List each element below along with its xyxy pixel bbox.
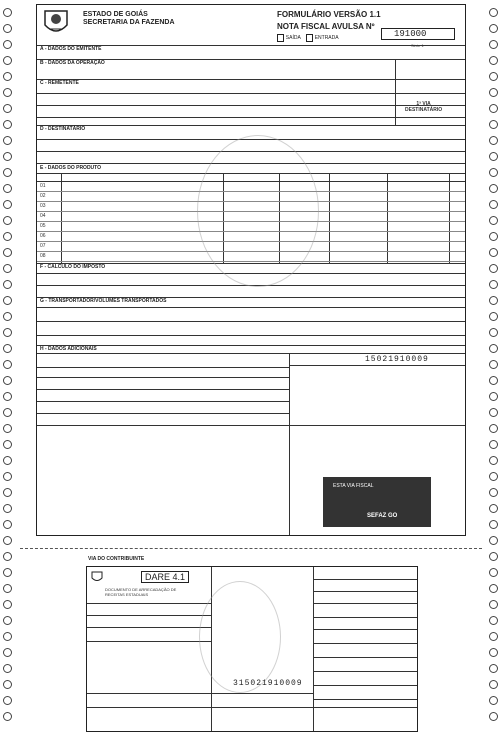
perforation-hole-icon [3, 552, 12, 561]
perforation-hole-icon [3, 600, 12, 609]
divider [37, 389, 289, 390]
perforation-hole-icon [489, 216, 498, 225]
perforation-hole-icon [489, 520, 498, 529]
saida-checkbox[interactable] [277, 34, 284, 42]
divider [37, 377, 289, 378]
perforation-hole-icon [489, 600, 498, 609]
perforation-hole-icon [3, 216, 12, 225]
via-label [405, 101, 442, 113]
dare-slip [86, 566, 418, 732]
perforation-hole-icon [489, 328, 498, 337]
perforation-hole-icon [489, 280, 498, 289]
perforation-hole-icon [489, 136, 498, 145]
row-code: 08 [40, 253, 46, 259]
perforation-hole-icon [3, 328, 12, 337]
divider [313, 579, 417, 580]
perforation-hole-icon [489, 424, 498, 433]
perforation-hole-icon [3, 680, 12, 689]
perforation-hole-icon [489, 376, 498, 385]
divider [449, 173, 450, 263]
perforation-hole-icon [3, 72, 12, 81]
perforation-hole-icon [489, 680, 498, 689]
perforation-hole-icon [489, 664, 498, 673]
saida-label: SAÍDA [285, 35, 301, 41]
invoice-title: NOTA FISCAL AVULSA Nº [277, 22, 375, 31]
divider [313, 671, 417, 672]
divider [37, 367, 289, 368]
header-institution [83, 11, 175, 27]
divider [37, 79, 465, 80]
perforation-hole-icon [489, 472, 498, 481]
divider [87, 693, 313, 694]
divider [313, 617, 417, 618]
section-emitente: A - DADOS DO EMITENTE [40, 46, 102, 52]
perforation-hole-icon [489, 200, 498, 209]
section-transportador: G - TRANSPORTADOR/VOLUMES TRANSPORTADOS [40, 298, 167, 304]
perforation-hole-icon [489, 24, 498, 33]
perforation-hole-icon [489, 232, 498, 241]
perforation-hole-icon [3, 408, 12, 417]
entrada-label: ENTRADA [314, 35, 339, 41]
perforation-hole-icon [489, 184, 498, 193]
watermark-seal-icon [199, 581, 281, 693]
perforation-hole-icon [489, 536, 498, 545]
divider [37, 321, 465, 322]
perforation-hole-icon [3, 344, 12, 353]
perforation-hole-icon [489, 88, 498, 97]
perforation-hole-icon [489, 312, 498, 321]
perforation-hole-icon [489, 72, 498, 81]
perforation-hole-icon [489, 552, 498, 561]
divider [289, 365, 465, 366]
divider [37, 335, 465, 336]
perforation-hole-icon [489, 264, 498, 273]
section-destinatario: D - DESTINATÁRIO [40, 126, 86, 132]
perforation-hole-icon [3, 360, 12, 369]
state-name: ESTADO DE GOIÁS [83, 11, 148, 18]
perforation-hole-icon [3, 520, 12, 529]
perforation-hole-icon [3, 248, 12, 257]
perforation-hole-icon [489, 648, 498, 657]
left-perforation [0, 0, 14, 732]
perforation-hole-icon [3, 696, 12, 705]
perforation-hole-icon [3, 536, 12, 545]
perforation-hole-icon [3, 184, 12, 193]
right-perforation [486, 0, 500, 732]
perforation-hole-icon [489, 152, 498, 161]
tear-line [20, 548, 482, 549]
perforation-hole-icon [489, 40, 498, 49]
coat-of-arms-icon [91, 571, 103, 583]
perforation-hole-icon [3, 584, 12, 593]
perforation-hole-icon [3, 40, 12, 49]
entrada-checkbox[interactable] [306, 34, 313, 42]
perforation-hole-icon [489, 584, 498, 593]
divider [313, 657, 417, 658]
divider [61, 173, 62, 263]
perforation-hole-icon [3, 424, 12, 433]
divider [37, 425, 289, 426]
perforation-hole-icon [489, 344, 498, 353]
divider [313, 629, 417, 630]
fiscal-seal [323, 477, 431, 527]
perforation-hole-icon [489, 248, 498, 257]
divider [313, 643, 417, 644]
row-code: 07 [40, 243, 46, 249]
divider [329, 173, 330, 263]
perforation-hole-icon [3, 664, 12, 673]
divider [37, 105, 465, 106]
perforation-hole-icon [489, 360, 498, 369]
divider [37, 413, 289, 414]
perforation-hole-icon [3, 616, 12, 625]
perforation-hole-icon [3, 136, 12, 145]
divider [313, 699, 417, 700]
divider [313, 591, 417, 592]
divider [313, 685, 417, 686]
perforation-hole-icon [3, 168, 12, 177]
perforation-hole-icon [3, 712, 12, 721]
department-name: SECRETARIA DA FAZENDA [83, 19, 175, 26]
section-imposto: F - CÁLCULO DO IMPOSTO [40, 264, 106, 270]
perforation-hole-icon [489, 392, 498, 401]
perforation-hole-icon [489, 504, 498, 513]
watermark-seal-icon [197, 135, 319, 287]
dare-barcode-number: 315021910009 [233, 679, 303, 688]
perforation-hole-icon [489, 712, 498, 721]
divider [87, 615, 211, 616]
perforation-hole-icon [3, 312, 12, 321]
perforation-hole-icon [3, 232, 12, 241]
perforation-hole-icon [489, 632, 498, 641]
perforation-hole-icon [3, 152, 12, 161]
perforation-hole-icon [3, 56, 12, 65]
form-title-block [277, 9, 381, 33]
perforation-hole-icon [3, 8, 12, 17]
perforation-hole-icon [489, 408, 498, 417]
perforation-hole-icon [489, 8, 498, 17]
divider [87, 707, 417, 708]
perforation-hole-icon [489, 456, 498, 465]
section-produto: E - DADOS DO PRODUTO [40, 165, 102, 171]
divider [87, 641, 211, 642]
perforation-hole-icon [3, 376, 12, 385]
row-code: 03 [40, 203, 46, 209]
section-remetente: C - REMETENTE [40, 80, 79, 86]
row-code: 06 [40, 233, 46, 239]
via-contribuinte: VIA DO CONTRIBUINTE [88, 556, 145, 562]
row-code: 05 [40, 223, 46, 229]
perforation-hole-icon [3, 264, 12, 273]
divider [395, 59, 396, 125]
perforation-hole-icon [489, 488, 498, 497]
via-number: 1ª VIA [416, 101, 431, 107]
perforation-hole-icon [3, 440, 12, 449]
divider [387, 173, 388, 263]
perforation-hole-icon [3, 472, 12, 481]
divider [37, 117, 465, 118]
form-version: FORMULÁRIO VERSÃO 1.1 [277, 10, 381, 19]
perforation-hole-icon [3, 392, 12, 401]
nota-fiscal-form [36, 4, 466, 536]
seal-line1: ESTA VIA FISCAL [333, 483, 374, 489]
dare-title: DARE 4.1 [141, 571, 189, 583]
section-operacao: B - DADOS DA OPERAÇÃO [40, 60, 105, 66]
row-code: 02 [40, 193, 46, 199]
dare-subtitle: DOCUMENTO DE ARRECADAÇÃO DE RECEITAS ESTADUAIS [105, 587, 177, 597]
divider [87, 603, 211, 604]
perforation-hole-icon [3, 120, 12, 129]
divider [289, 425, 465, 426]
divider [289, 353, 290, 535]
divider [37, 93, 465, 94]
perforation-hole-icon [3, 200, 12, 209]
perforation-hole-icon [3, 456, 12, 465]
divider [37, 401, 289, 402]
perforation-hole-icon [489, 120, 498, 129]
perforation-hole-icon [489, 568, 498, 577]
divider [37, 125, 465, 126]
serie-label: Série 1 [411, 43, 424, 48]
perforation-hole-icon [3, 104, 12, 113]
row-code: 01 [40, 183, 46, 189]
divider [313, 603, 417, 604]
perforation-hole-icon [489, 296, 498, 305]
perforation-hole-icon [489, 440, 498, 449]
invoice-number: 191000 [381, 28, 455, 40]
io-type [277, 35, 339, 41]
perforation-hole-icon [3, 632, 12, 641]
perforation-hole-icon [3, 88, 12, 97]
perforation-hole-icon [3, 568, 12, 577]
perforation-hole-icon [3, 280, 12, 289]
perforation-hole-icon [3, 648, 12, 657]
perforation-hole-icon [489, 104, 498, 113]
perforation-hole-icon [3, 296, 12, 305]
perforation-hole-icon [3, 24, 12, 33]
divider [37, 353, 465, 354]
divider [37, 307, 465, 308]
section-adicionais: H - DADOS ADICIONAIS [40, 346, 97, 352]
perforation-hole-icon [489, 56, 498, 65]
perforation-hole-icon [3, 488, 12, 497]
row-code: 04 [40, 213, 46, 219]
perforation-hole-icon [489, 168, 498, 177]
divider [37, 345, 465, 346]
barcode-number: 15021910009 [365, 355, 429, 364]
seal-line2: SEFAZ GO [367, 513, 398, 519]
divider [87, 627, 211, 628]
via-dest: DESTINATÁRIO [405, 107, 443, 113]
state-coat-of-arms-icon [41, 7, 71, 39]
perforation-hole-icon [489, 696, 498, 705]
perforation-hole-icon [489, 616, 498, 625]
perforation-hole-icon [3, 504, 12, 513]
